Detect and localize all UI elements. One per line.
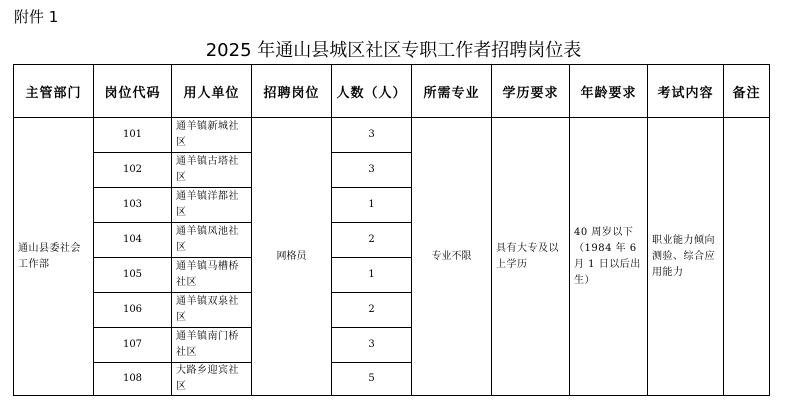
code-cell: 103 — [94, 188, 172, 223]
count-cell: 3 — [332, 118, 412, 153]
code-cell: 107 — [94, 328, 172, 363]
page-title: 2025 年通山县城区社区专职工作者招聘岗位表 — [205, 40, 582, 61]
count-cell: 5 — [332, 363, 412, 396]
department-cell: 通山县委社会工作部 — [14, 118, 94, 396]
header-remark: 备注 — [724, 65, 770, 118]
major-cell: 专业不限 — [412, 118, 492, 396]
code-cell: 108 — [94, 363, 172, 396]
remark-cell — [724, 118, 770, 396]
code-cell: 104 — [94, 223, 172, 258]
code-cell: 101 — [94, 118, 172, 153]
code-cell: 102 — [94, 153, 172, 188]
header-row — [14, 65, 770, 118]
unit-cell: 大路乡迎宾社区 — [172, 363, 252, 396]
header-position: 招聘岗位 — [252, 65, 332, 118]
count-cell: 2 — [332, 223, 412, 258]
header-code: 岗位代码 — [94, 65, 172, 118]
count-cell: 2 — [332, 293, 412, 328]
education-cell: 具有大专及以上学历 — [492, 118, 570, 396]
unit-cell: 通羊镇洋都社区 — [172, 188, 252, 223]
count-cell: 1 — [332, 258, 412, 293]
unit-cell: 通羊镇南门桥社区 — [172, 328, 252, 363]
count-cell: 3 — [332, 153, 412, 188]
header-exam: 考试内容 — [648, 65, 724, 118]
position-cell: 网格员 — [252, 118, 332, 396]
age-cell: 40 周岁以下（1984 年 6 月 1 日以后出生） — [570, 118, 648, 396]
table-row — [14, 118, 770, 153]
unit-cell: 通羊镇双泉社区 — [172, 293, 252, 328]
header-major: 所需专业 — [412, 65, 492, 118]
unit-cell: 通羊镇新城社区 — [172, 118, 252, 153]
header-unit: 用人单位 — [172, 65, 252, 118]
header-age: 年龄要求 — [570, 65, 648, 118]
count-cell: 1 — [332, 188, 412, 223]
unit-cell: 通羊镇古塔社区 — [172, 153, 252, 188]
attachment-label: 附件 1 — [14, 8, 59, 26]
header-count: 人数（人） — [332, 65, 412, 118]
unit-cell: 通羊镇凤池社区 — [172, 223, 252, 258]
unit-cell: 通羊镇马槽桥社区 — [172, 258, 252, 293]
exam-cell: 职业能力倾向测验、综合应用能力 — [648, 118, 724, 396]
recruitment-table — [13, 64, 770, 396]
code-cell: 105 — [94, 258, 172, 293]
code-cell: 106 — [94, 293, 172, 328]
count-cell: 3 — [332, 328, 412, 363]
header-education: 学历要求 — [492, 65, 570, 118]
header-department: 主管部门 — [14, 65, 94, 118]
